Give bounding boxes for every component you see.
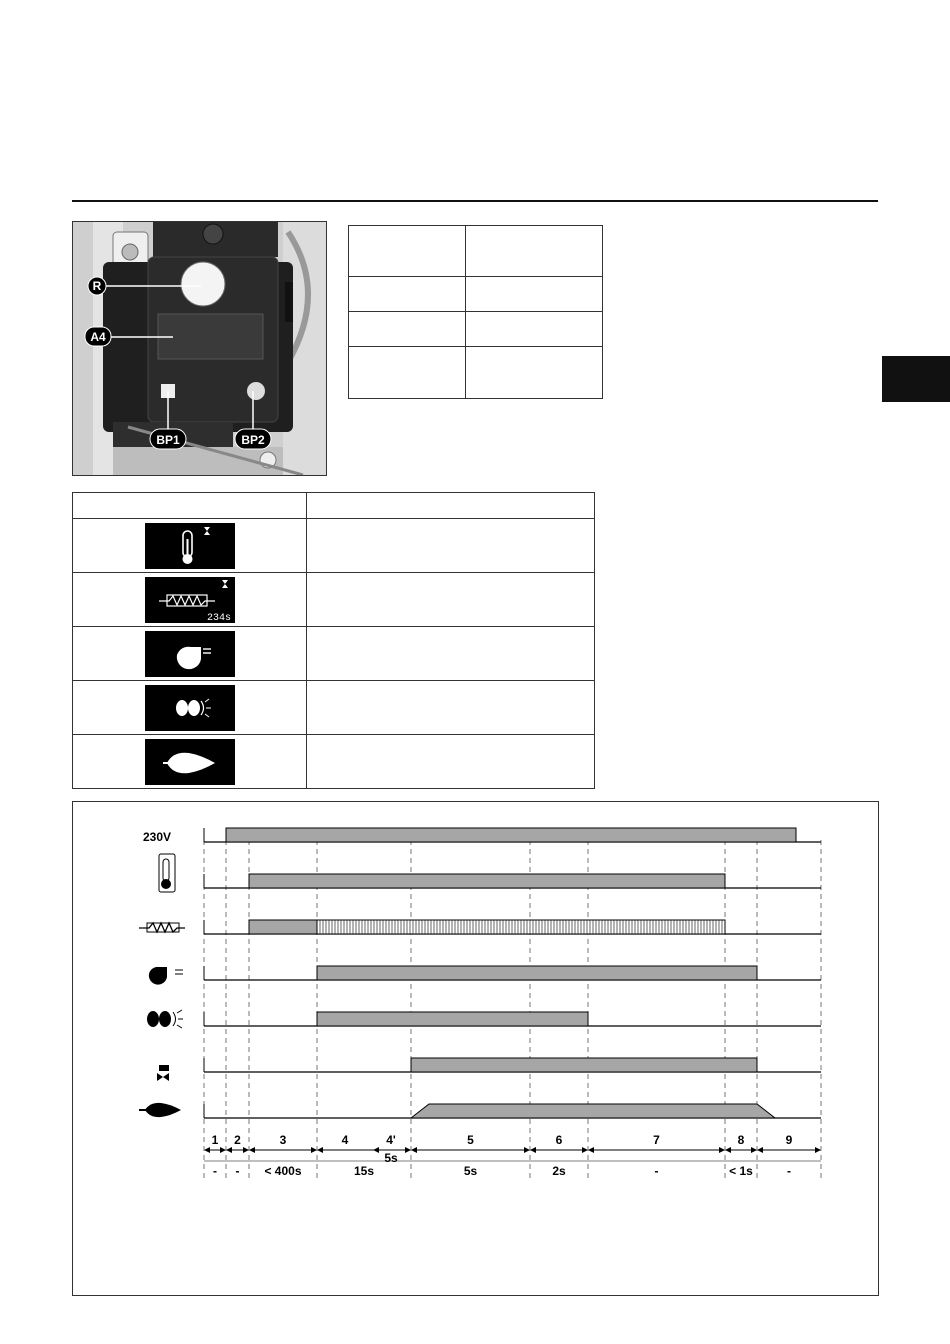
phase-number: 9	[785, 1133, 793, 1147]
table-cell	[466, 226, 603, 277]
table-cell	[466, 347, 603, 399]
signal-bar	[317, 1012, 588, 1026]
phase-arrowhead	[582, 1147, 588, 1153]
thermometer-hourglass-icon	[145, 523, 235, 569]
heater-hourglass-icon	[145, 577, 235, 623]
table-row	[73, 681, 595, 735]
phase-number: 5	[467, 1133, 474, 1147]
chapter-tab-marker	[882, 356, 950, 402]
table-cell	[349, 277, 466, 312]
phase-duration: 15s	[353, 1164, 375, 1178]
signal-bar-flame	[411, 1104, 775, 1118]
phase-duration: < 400s	[264, 1164, 302, 1178]
ignition-spark-icon	[147, 1010, 183, 1028]
table-row	[73, 627, 595, 681]
phase-number: 2	[234, 1133, 241, 1147]
phase-arrowhead	[373, 1147, 379, 1153]
table-row	[73, 573, 595, 627]
table-cell	[349, 312, 466, 347]
phase-number: 8	[737, 1133, 745, 1147]
svg-text:A4: A4	[90, 330, 106, 344]
table-cell	[307, 681, 595, 735]
power-230v-label: 230V	[143, 830, 172, 844]
svg-text:234s: 234s	[206, 612, 231, 623]
phase-duration: < 1s	[729, 1164, 753, 1178]
phase-number: 4	[341, 1133, 349, 1147]
valve-icon	[157, 1065, 169, 1081]
phase-duration: -	[213, 1164, 217, 1178]
callout-bp1	[150, 429, 186, 449]
svg-text:BP2: BP2	[241, 433, 265, 447]
fan-icon	[145, 631, 235, 677]
signal-bar	[249, 920, 317, 934]
phase-number: 3	[279, 1133, 287, 1147]
phase-arrowhead	[524, 1147, 530, 1153]
phase-arrowhead	[411, 1147, 417, 1153]
phase-duration: 5s	[463, 1164, 478, 1178]
phase-arrowhead	[226, 1147, 232, 1153]
table-row	[73, 735, 595, 789]
heater-icon	[139, 923, 185, 932]
phase-number: 4'	[386, 1133, 396, 1147]
table-header-cell	[73, 493, 307, 519]
phase-duration: -	[787, 1164, 791, 1178]
phase-arrowhead	[243, 1147, 249, 1153]
signal-bar	[226, 828, 796, 842]
table-cell	[466, 312, 603, 347]
signal-bar	[317, 966, 757, 980]
symbol-legend-table	[72, 492, 595, 789]
phase-arrowhead	[815, 1147, 821, 1153]
flame-icon	[145, 739, 235, 785]
flame-icon	[139, 1103, 181, 1117]
phase-arrowhead	[719, 1147, 725, 1153]
control-unit-photo	[72, 221, 327, 476]
callout-a4	[85, 327, 111, 346]
phase-duration: 5s	[384, 1151, 398, 1165]
fan-icon	[149, 967, 183, 985]
phase-arrowhead	[204, 1147, 210, 1153]
ignition-sequence-diagram	[72, 801, 879, 1296]
signal-bar	[411, 1058, 757, 1072]
header-rule	[72, 200, 878, 202]
phase-arrowhead	[757, 1147, 763, 1153]
phase-arrowhead	[220, 1147, 226, 1153]
table-cell	[466, 277, 603, 312]
thermometer-icon	[159, 854, 175, 892]
table-cell	[307, 735, 595, 789]
table-header-cell	[307, 493, 595, 519]
phase-duration: -	[654, 1164, 659, 1178]
svg-text:R: R	[92, 279, 102, 293]
phase-arrowhead	[751, 1147, 757, 1153]
table-cell	[307, 573, 595, 627]
callout-r	[88, 277, 106, 295]
phase-arrowhead	[317, 1147, 323, 1153]
phase-arrowhead	[311, 1147, 317, 1153]
phase-number: 6	[555, 1133, 563, 1147]
table-row	[73, 519, 595, 573]
svg-text:BP1: BP1	[156, 433, 180, 447]
callout-bp2	[235, 429, 271, 449]
phase-duration: 2s	[552, 1164, 566, 1178]
phase-arrowhead	[588, 1147, 594, 1153]
phase-number: 7	[653, 1133, 660, 1147]
phase-number: 1	[211, 1133, 219, 1147]
ignition-spark-icon	[145, 685, 235, 731]
table-cell	[349, 226, 466, 277]
phase-duration: -	[235, 1164, 240, 1178]
signal-bar	[249, 874, 725, 888]
phase-arrowhead	[249, 1147, 255, 1153]
phase-arrowhead	[725, 1147, 731, 1153]
table-cell	[307, 627, 595, 681]
phase-arrowhead	[530, 1147, 536, 1153]
table-cell	[349, 347, 466, 399]
components-table	[348, 225, 603, 399]
table-cell	[307, 519, 595, 573]
